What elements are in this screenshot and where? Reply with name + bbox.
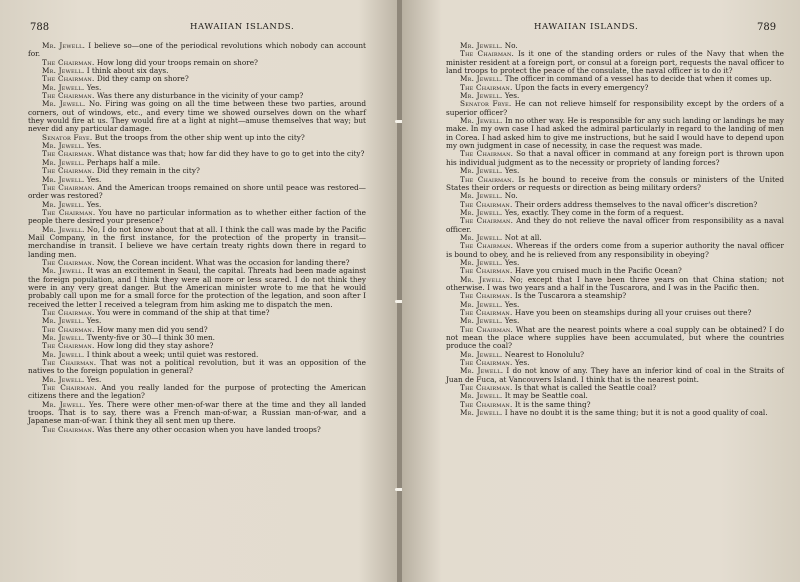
speaker-name: Mr. Jewell. [42, 199, 85, 209]
speech-text: So that a naval officer in command at any foreign port is thrown upon his individual judgment as to the necessity or propriety of landing forces? [446, 149, 784, 167]
speech-text: No. [502, 41, 518, 50]
transcript-paragraph [28, 426, 366, 434]
speech-text: You were in command of the ship at that time? [94, 308, 270, 317]
transcript-paragraph [446, 276, 784, 293]
speech-text: Is it one of the standing orders or rules of the Navy that when the minister resident at a foreign port, or consul at a foreign port, requests the naval officer to land troops to protect the peace of the consulate, the naval officer is to do it? [446, 49, 784, 76]
right-running-head: HAWAIIAN ISLANDS. [534, 22, 639, 32]
speech-text: It may be Seattle coal. [502, 391, 588, 401]
speech-text: Twenty-five or 30—I think 30 men. [84, 333, 215, 343]
speaker-name: Mr. Jewell. [42, 349, 85, 359]
speaker-name: Mr. Jewell. [42, 41, 86, 50]
speaker-name: The Chairman. [42, 257, 95, 267]
speaker-name: Mr. Jewell. [42, 82, 85, 92]
speech-text: Yes. [84, 316, 102, 326]
speech-text: Yes. [84, 374, 102, 384]
speaker-name: The Chairman. [42, 74, 95, 84]
speaker-name: The Chairman. [42, 308, 95, 317]
speech-text: No. [502, 191, 518, 201]
speech-text: And the American troops remained on shore until peace was restored—order was restored? [28, 182, 366, 201]
speech-text: Yes. [502, 91, 520, 101]
speech-text: I think about a week; until quiet was restored. [84, 349, 259, 359]
speech-text: Is the Tuscarora a steamship? [512, 291, 627, 301]
left-page [0, 0, 398, 582]
left-page-text [28, 42, 366, 434]
speech-text: But the troops from the other ship went up into the city? [92, 132, 305, 142]
speech-text: Yes. [84, 199, 102, 209]
speaker-name: The Chairman. [42, 324, 95, 334]
speech-text: Nearest to Honolulu? [502, 349, 585, 359]
speech-text: Yes. [502, 166, 520, 176]
speech-text: You have no particular information as to whether either faction of the people there desired your presence? [28, 207, 366, 226]
speaker-name: The Chairman. [460, 216, 514, 226]
speaker-name: Mr. Jewell. [460, 207, 503, 217]
left-page-number: 788 [30, 22, 50, 33]
speech-text: Did they camp on shore? [94, 74, 189, 84]
speech-text: How long did they stay ashore? [94, 341, 214, 351]
transcript-paragraph [28, 42, 366, 59]
speaker-name: Mr. Jewell. [460, 191, 503, 201]
speech-text: Was there any other occasion when you have landed troops? [94, 424, 321, 434]
speaker-name: Mr. Jewell. [460, 116, 503, 126]
speech-text: Whereas if the orders come from a superior authority the naval officer is bound to obey, and he is relieved from any responsibility in obeying? [446, 241, 784, 259]
right-page-text [446, 42, 784, 417]
speech-text: I believe so—one of the periodical revolutions which nobody can account for. [28, 41, 366, 59]
speech-text: Is that what is called the Seattle coal? [512, 383, 657, 393]
speech-text: Yes. [84, 174, 102, 184]
transcript-paragraph [446, 176, 784, 193]
speaker-name: The Chairman. [460, 82, 513, 92]
speech-text: Yes, exactly. They come in the form of a request. [502, 207, 684, 217]
speech-text: Upon the facts in every emergency? [512, 82, 649, 92]
transcript-paragraph [446, 150, 784, 167]
speech-text: Have you cruised much in the Pacific Ocean? [512, 266, 682, 276]
transcript-paragraph [446, 242, 784, 259]
speaker-name: Mr. Jewell. [42, 399, 86, 409]
speaker-name: The Chairman. [460, 174, 515, 184]
speech-text: I think about six days. [84, 66, 169, 76]
speech-text: Perhaps half a mile. [84, 157, 161, 167]
transcript-paragraph [446, 100, 784, 117]
speaker-name: Mr. Jewell. [42, 66, 85, 76]
transcript-paragraph [28, 209, 366, 226]
speech-text: It is the same thing? [512, 399, 591, 409]
speech-text: Was there any disturbance in the vicinity of your camp? [94, 91, 304, 101]
speech-text: Did they remain in the city? [94, 166, 200, 176]
speaker-name: Mr. Jewell. [460, 74, 503, 84]
speech-text: No, I do not know about that at all. I think the call was made by the Pacific Mail Company, in the first instance, for the protection of the property in transit—merchandise in transit. I believe we have certain treaty rights down there in regard to landing men. [28, 224, 366, 259]
transcript-paragraph [28, 384, 366, 401]
left-running-head: HAWAIIAN ISLANDS. [190, 22, 295, 32]
speaker-name: The Chairman. [460, 149, 514, 159]
speech-text: Yes. [502, 257, 520, 267]
speech-text: Is he bound to receive from the consuls or ministers of the United States their orders or requests or direction as being military orders? [446, 174, 784, 192]
speaker-name: Mr. Jewell. [460, 232, 503, 242]
speech-text: How long did your troops remain on shore? [94, 57, 258, 67]
speech-text: And you really landed for the purpose of protecting the American citizens there and the legation? [28, 383, 366, 401]
speaker-name: Mr. Jewell. [460, 299, 503, 309]
speaker-name: The Chairman. [42, 91, 95, 101]
speaker-name: The Chairman. [460, 266, 513, 276]
speaker-name: The Chairman. [42, 383, 97, 393]
speaker-name: The Chairman. [460, 241, 514, 251]
speech-text: Now, the Corean incident. What was the occasion for landing there? [94, 257, 350, 267]
speech-text: Not at all. [502, 232, 542, 242]
speech-text: I do not know of any. They have an inferior kind of coal in the Straits of Juan de Fuca, at Vancouvers Island. I think that is the nearest point. [446, 366, 784, 384]
speech-text: He can not relieve himself for responsibility except by the orders of a superior officer? [446, 99, 784, 117]
transcript-paragraph [28, 184, 366, 201]
speech-text: Yes. [512, 358, 530, 368]
transcript-paragraph [446, 326, 784, 351]
transcript-paragraph [446, 50, 784, 75]
speaker-name: The Chairman. [42, 358, 97, 368]
speaker-name: Mr. Jewell. [42, 157, 85, 167]
transcript-paragraph [446, 409, 784, 417]
speaker-name: The Chairman. [460, 399, 513, 409]
speaker-name: Mr. Jewell. [42, 333, 85, 343]
right-page-number: 789 [757, 22, 777, 33]
speaker-name: Senator Frye. [42, 132, 93, 142]
speech-text: Have you been on steamships during all your cruises out there? [512, 308, 752, 317]
speaker-name: Mr. Jewell. [460, 349, 503, 359]
speaker-name: The Chairman. [42, 424, 95, 434]
speaker-name: Mr. Jewell. [460, 166, 503, 176]
speech-text: And they do not relieve the naval officer from responsibility as a naval officer. [446, 216, 784, 234]
transcript-paragraph [28, 401, 366, 426]
speaker-name: The Chairman. [42, 166, 95, 176]
speaker-name: The Chairman. [460, 324, 514, 334]
speaker-name: Mr. Jewell. [42, 266, 85, 276]
speaker-name: Mr. Jewell. [460, 257, 503, 267]
speech-text: Their orders address themselves to the naval officer's discretion? [512, 199, 758, 209]
transcript-paragraph [28, 100, 366, 133]
speaker-name: The Chairman. [42, 207, 96, 217]
speaker-name: Mr. Jewell. [42, 316, 85, 326]
speaker-name: Mr. Jewell. [460, 366, 504, 376]
speech-text: Yes. [502, 299, 520, 309]
speaker-name: Mr. Jewell. [42, 141, 85, 151]
speaker-name: The Chairman. [460, 358, 513, 368]
speaker-name: Mr. Jewell. [460, 391, 503, 401]
speaker-name: Mr. Jewell. [460, 41, 503, 50]
speaker-name: Mr. Jewell. [460, 316, 503, 326]
speaker-name: The Chairman. [42, 182, 95, 192]
speaker-name: Mr. Jewell. [42, 224, 85, 234]
speaker-name: The Chairman. [42, 341, 95, 351]
transcript-paragraph [28, 267, 366, 309]
speaker-name: Senator Frye. [460, 99, 512, 109]
transcript-paragraph [446, 117, 784, 150]
speaker-name: Mr. Jewell. [42, 99, 86, 109]
speech-text: What distance was that; how far did they have to go to get into the city? [94, 149, 365, 159]
speech-text: The officer in command of a vessel has to decide that when it comes up. [502, 74, 772, 84]
speech-text: Yes. [502, 316, 520, 326]
speech-text: No; except that I have been three years on that China station; not otherwise. I was two years and a half in the Tuscarora, and I was in the Pacific then. [446, 274, 785, 292]
speaker-name: The Chairman. [460, 291, 513, 301]
speaker-name: The Chairman. [42, 57, 95, 67]
speech-text: Yes. [84, 82, 102, 92]
speaker-name: Mr. Jewell. [460, 274, 505, 284]
speaker-name: Mr. Jewell. [42, 374, 85, 384]
speech-text: It was an excitement in Seaul, the capital. Threats had been made against the foreign population, and I think they were all more or less scared. I do not think they were in any very great danger. But the American minister wrote to me that he would probably call upon me for a small force for the protection of the legation, and soon after I received the letter I received a telegram from him asking me to dispatch the men. [28, 266, 366, 309]
speech-text: Yes. [84, 141, 102, 151]
speaker-name: The Chairman. [460, 199, 513, 209]
speech-text: No. Firing was going on all the time between these two parties, around corners, out of windows, etc., and every time we showed ourselves down on the wharf they would fire at us. They would fire at a light at night—amuse themselves that way; but never did any particular damage. [28, 99, 366, 134]
speaker-name: The Chairman. [460, 308, 513, 317]
transcript-paragraph [28, 359, 366, 376]
speech-text: That was not a political revolution, but it was an opposition of the natives to the foreign population in general? [28, 358, 366, 376]
speech-text: What are the nearest points where a coal supply can be obtained? I do not mean the place where supplies have been accumulated, but where the countries produce the coal? [446, 324, 784, 351]
speaker-name: The Chairman. [460, 49, 515, 59]
speaker-name: The Chairman. [42, 149, 95, 159]
transcript-paragraph [446, 367, 784, 384]
speaker-name: Mr. Jewell. [460, 408, 503, 418]
speech-text: How many men did you send? [94, 324, 208, 334]
speaker-name: The Chairman. [460, 383, 513, 393]
transcript-paragraph [28, 226, 366, 259]
speech-text: Yes. There were other men-of-war there at the time and they all landed troops. That is to say, there was a French man-of-war, a Russian man-of-war, and a Japanese man-of-war. I think they all sent men up there. [28, 399, 366, 426]
speaker-name: Mr. Jewell. [42, 174, 85, 184]
speech-text: In no other way. He is responsible for any such landing or landings he may make. In my own case I had asked the admiral particularly in regard to the landing of men in Corea. I had asked him to give me instructions, but he said I would have to depend upon my own judgment in case of necessity, in case the request was made. [446, 116, 784, 151]
right-page [402, 0, 800, 582]
speaker-name: Mr. Jewell. [460, 91, 503, 101]
transcript-paragraph [446, 217, 784, 234]
speech-text: I have no doubt it is the same thing; but it is not a good quality of coal. [502, 408, 768, 418]
